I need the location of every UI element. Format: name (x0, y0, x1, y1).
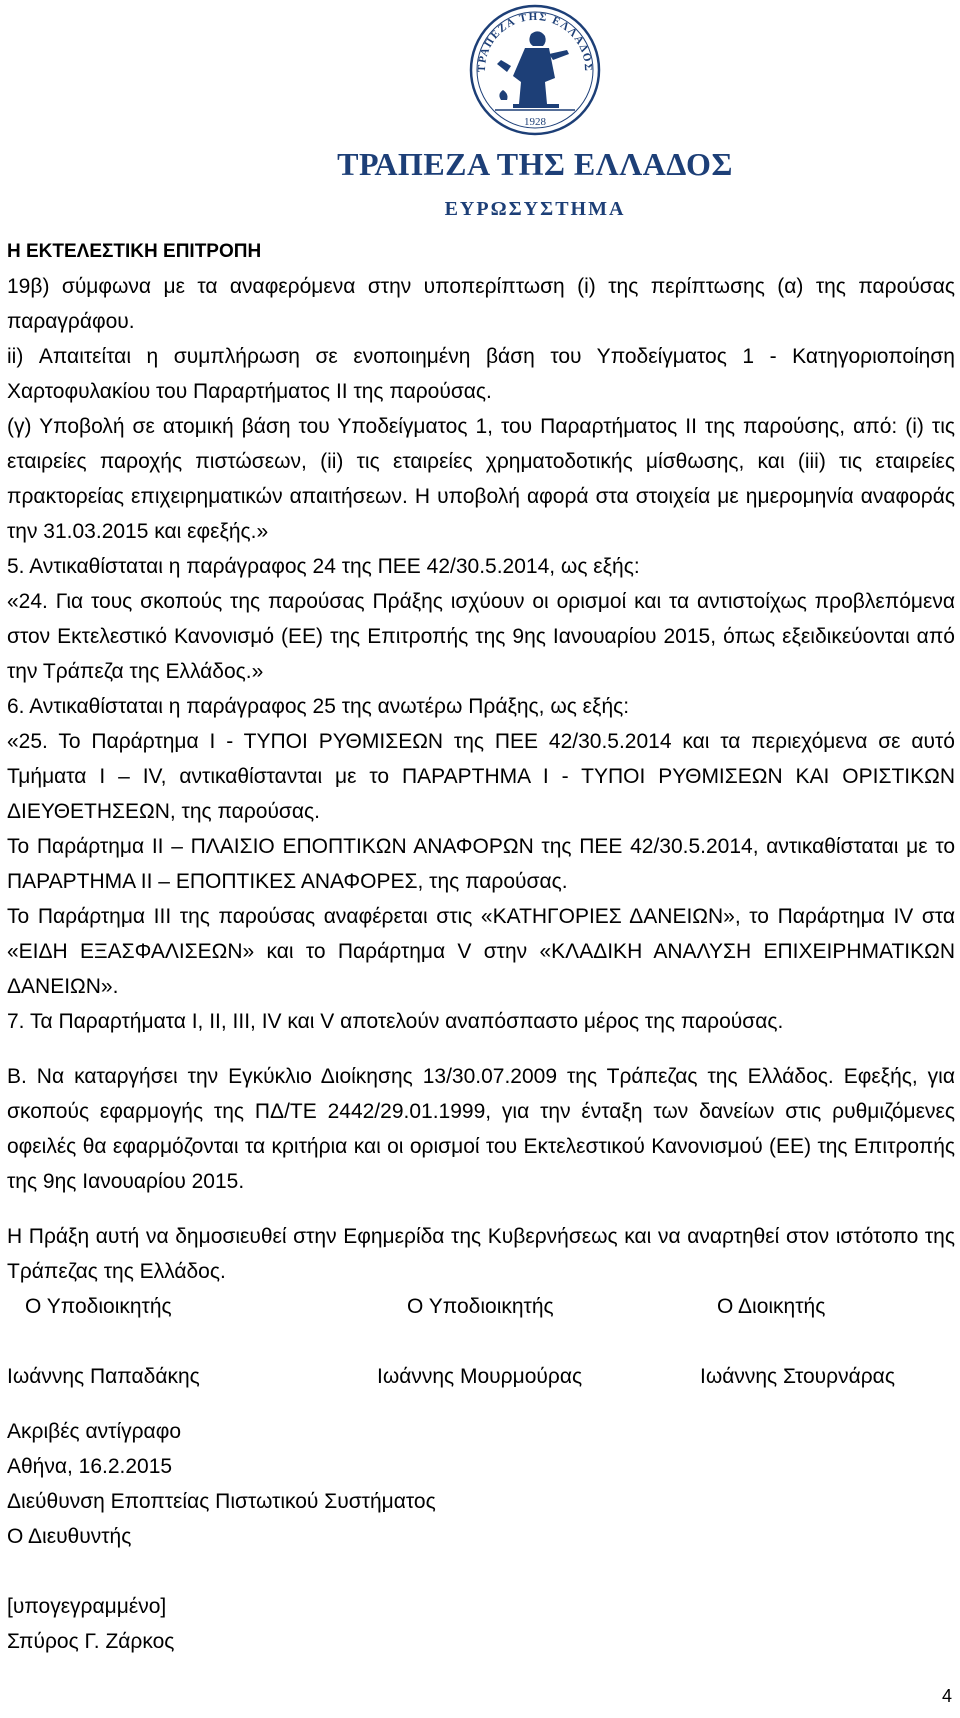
paragraph-c: (γ) Υποβολή σε ατομική βάση του Υποδείγματος 1, του Παραρτήματος ΙΙ της παρούσης, από: (i) τις εταιρείες παροχής πιστώσεων, (ii) τις εταιρείες χρηματοδοτικής μίσθωσης, και (iii) τις εταιρείες πρακτορείας επιχειρηματικών απαιτήσεων. Η υποβολή αφορά στα στοιχεία με ημερομηνία αναφοράς την 31.03.2015 και εφεξής.» (7, 415, 955, 543)
copy-note: Ακριβές αντίγραφο (7, 1420, 181, 1443)
director-name: Σπύρος Γ. Ζάρκος (7, 1630, 175, 1653)
paragraph-publication: Η Πράξη αυτή να δημοσιευθεί στην Εφημερίδα της Κυβερνήσεως και να αναρτηθεί στον ιστότοπο της Τράπεζας της Ελλάδος. (7, 1225, 955, 1283)
paragraph-25: «25. Το Παράρτημα Ι - ΤΥΠΟΙ ΡΥΘΜΙΣΕΩΝ της ΠΕΕ 42/30.5.2014 και τα περιεχόμενα σε αυτό Τμήματα Ι – ΙV, αντικαθίστανται με το ΠΑΡΑΡΤΗΜΑ Ι - ΤΥΠΟΙ ΡΥΘΜΙΣΕΩΝ ΚΑΙ ΟΡΙΣΤΙΚΩΝ ΔΙΕΥΘΕΤΗΣΕΩΝ, της παρούσας. (7, 730, 955, 823)
signatory-name: Ιωάννης Μουρμούρας (377, 1365, 583, 1388)
document-body (7, 234, 955, 1659)
signatory-title: Ο Υποδιοικητής (25, 1295, 172, 1318)
paragraph-19b: 19β) σύμφωνα με τα αναφερόμενα στην υποπερίπτωση (i) της περίπτωσης (α) της παρούσας παραγράφου. (7, 275, 955, 333)
paragraph-7: 7. Τα Παραρτήματα Ι, ΙΙ, ΙΙΙ, ΙV και V αποτελούν αναπόσπαστο μέρος της παρούσας. (7, 1010, 784, 1033)
signature-titles (7, 1289, 955, 1324)
bank-name: ΤΡΑΠΕΖΑ ΤΗΣ ΕΛΛΑΔΟΣ (337, 146, 733, 182)
bank-logo (335, 4, 735, 222)
paragraph-6: 6. Αντικαθίσταται η παράγραφος 25 της ανωτέρω Πράξης, ως εξής: (7, 695, 630, 718)
paragraph-annex-iii: Το Παράρτημα ΙΙΙ της παρούσας αναφέρεται στις «ΚΑΤΗΓΟΡΙΕΣ ΔΑΝΕΙΩΝ», το Παράρτημα ΙV στα «ΕΙΔΗ ΕΞΑΣΦΑΛΙΣΕΩΝ» και το Παράρτημα V στην «ΚΛΑΔΙΚΗ ΑΝΑΛΥΣΗ ΕΠΙΧΕΙΡΗΜΑΤΙΚΩΝ ΔΑΝΕΙΩΝ». (7, 905, 955, 998)
signed-note: [υπογεγραμμένο] (7, 1595, 167, 1618)
signatory-name: Ιωάννης Παπαδάκης (7, 1365, 200, 1388)
bank-subtitle: ΕΥΡΩΣΥΣΤΗΜΑ (444, 198, 626, 220)
place-date: Αθήνα, 16.2.2015 (7, 1455, 173, 1478)
paragraph-b: Β. Να καταργήσει την Εγκύκλιο Διοίκησης 13/30.07.2009 της Τράπεζας της Ελλάδος. Εφεξής, για σκοπούς εφαρμογής της ΠΔ/ΤΕ 2442/29.01.1999, για την ένταξη των δανείων στις ρυθμιζόμενες οφειλές θα εφαρμόζονται τα κριτήρια και οι ορισμοί του Εκτελεστικού Κανονισμού (ΕΕ) της Επιτροπής της 9ης Ιανουαρίου 2015. (7, 1065, 955, 1193)
paragraph-ii: ii) Απαιτείται η συμπλήρωση σε ενοποιημένη βάση του Υποδείγματος 1 - Κατηγοριοποίηση Χαρτοφυλακίου του Παραρτήματος ΙΙ της παρούσας. (7, 345, 955, 403)
bank-seal-icon (335, 4, 735, 144)
page-number: 4 (942, 1686, 953, 1706)
paragraph-5: 5. Αντικαθίσταται η παράγραφος 24 της ΠΕΕ 42/30.5.2014, ως εξής: (7, 555, 640, 578)
signature-names (7, 1359, 955, 1394)
signatory-title: Ο Υποδιοικητής (407, 1295, 554, 1318)
paragraph-annex-ii: Το Παράρτημα ΙΙ – ΠΛΑΙΣΙΟ ΕΠΟΠΤΙΚΩΝ ΑΝΑΦΟΡΩΝ της ΠΕΕ 42/30.5.2014, αντικαθίσταται με το ΠΑΡΑΡΤΗΜΑ ΙΙ – ΕΠΟΠΤΙΚΕΣ ΑΝΑΦΟΡΕΣ, της παρούσας. (7, 835, 955, 893)
section-heading: Η ΕΚΤΕΛΕΣΤΙΚΗ ΕΠΙΤΡΟΠΗ (7, 241, 262, 262)
signatory-name: Ιωάννης Στουρνάρας (700, 1365, 895, 1388)
seal-year: 1928 (524, 116, 546, 128)
signatory-title: Ο Διοικητής (717, 1295, 826, 1318)
department: Διεύθυνση Εποπτείας Πιστωτικού Συστήματος (7, 1490, 436, 1513)
director-title: Ο Διευθυντής (7, 1525, 132, 1548)
seal-text: ΤΡΑΠΕΖΑ ΤΗΣ ΕΛΛΑΔΟΣ (475, 10, 595, 73)
paragraph-24: «24. Για τους σκοπούς της παρούσας Πράξης ισχύουν οι ορισμοί και τα αντιστοίχως προβλεπόμενα στον Εκτελεστικό Κανονισμό (ΕΕ) της Επιτροπής της 9ης Ιανουαρίου 2015, όπως εξειδικεύονται από την Τράπεζα της Ελλάδος.» (7, 590, 955, 683)
